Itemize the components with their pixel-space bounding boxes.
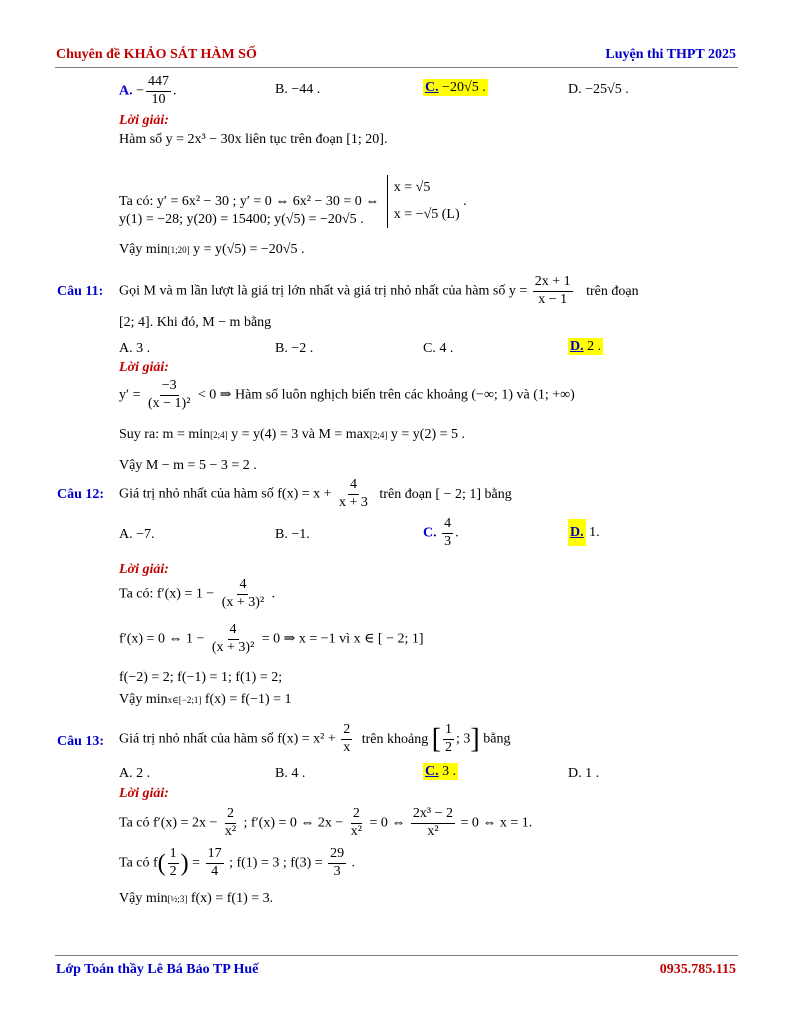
q11-option-b: B. −2 . bbox=[275, 341, 314, 356]
q13-line3: Vậy min[½;3] f(x) = f(1) = 3. bbox=[119, 891, 274, 906]
q12-label: Câu 12: bbox=[57, 487, 105, 502]
q11-solution-label: Lời giải: bbox=[119, 360, 169, 375]
q11-option-a: A. 3 . bbox=[119, 341, 151, 356]
q13-line1: Ta có f′(x) = 2x − $\frac{2}{\text{x²}}$ ; f′(x) = 0 ⇔ 2x − $\frac{2}{\text{x²}}$ = 0 ⇔ $\frac{\text{2x³ − 2}}{\text{x²}}$ = 0 ⇔ x = 1. bbox=[119, 806, 533, 839]
footer-phone: 0935.785.115 bbox=[659, 962, 736, 977]
q13-option-d: D. 1 . bbox=[568, 766, 600, 781]
q12-option-b: B. −1. bbox=[275, 527, 310, 542]
q13-option-b: B. 4 . bbox=[275, 766, 306, 781]
header-left-title: Chuyên đề KHẢO SÁT HÀM SỐ bbox=[56, 47, 257, 62]
q11-line2: Suy ra: m = min[2;4] y = y(4) = 3 và M = max[2;4] y = y(2) = 5 . bbox=[119, 427, 466, 442]
q13-label: Câu 13: bbox=[57, 734, 105, 749]
q12-solution-label: Lời giải: bbox=[119, 562, 169, 577]
q10-option-a: A. − $\frac{447}{10}$ . bbox=[119, 74, 177, 107]
footer-rule bbox=[55, 955, 738, 956]
q10-option-c: C. −20√5 . bbox=[425, 80, 486, 95]
q10-option-d: D. −25√5 . bbox=[568, 82, 629, 97]
q10-line3: y(1) = −28; y(20) = 15400; y(√5) = −20√5 . bbox=[119, 212, 364, 227]
q11-option-d: D. 2 . bbox=[570, 339, 602, 354]
q10-line4: Vậy min[1;20] y = y(√5) = −20√5 . bbox=[119, 242, 305, 257]
q11-stem-line1: Gọi M và m lần lượt là giá trị lớn nhất và giá trị nhỏ nhất của hàm số y = $\frac{2x + 1}{x - 1}$ trên đoạn bbox=[119, 274, 639, 307]
q11-line3: Vậy M − m = 5 − 3 = 2 . bbox=[119, 458, 257, 473]
header-rule bbox=[55, 67, 738, 68]
q12-line1: Ta có: f′(x) = 1 − $\frac{4}{\text{(x + 3)²}}$ . bbox=[119, 577, 276, 610]
q12-option-c: C. $\frac{4}{3}$ . bbox=[423, 516, 459, 549]
q10-line2: Ta có: y′ = 6x² − 30 ; y′ = 0 ⇔ 6x² − 30 = 0 ⇔ x = √5 x = −√5 (L) . bbox=[119, 175, 467, 228]
q10-option-b: B. −44 . bbox=[275, 82, 321, 97]
q13-option-a: A. 2 . bbox=[119, 766, 151, 781]
q13-solution-label: Lời giải: bbox=[119, 786, 169, 801]
q13-option-c: C. 3 . bbox=[425, 764, 457, 779]
q12-line2: f′(x) = 0 ⇔ 1 − $\frac{4}{\text{(x + 3)²}}$ = 0 ⇒ x = −1 vì x ∈ [ − 2; 1] bbox=[119, 622, 424, 655]
q12-line4: Vậy minx∈[−2;1] f(x) = f(−1) = 1 bbox=[119, 692, 292, 707]
q11-option-c: C. 4 . bbox=[423, 341, 454, 356]
q12-line3: f(−2) = 2; f(−1) = 1; f(1) = 2; bbox=[119, 670, 283, 685]
q12-stem: Giá trị nhỏ nhất của hàm số f(x) = x + $\frac{4}{x + 3}$ trên đoạn [ − 2; 1] bằng bbox=[119, 477, 512, 510]
q10-solution-label: Lời giải: bbox=[119, 113, 169, 128]
q10-line1: Hàm số y = 2x³ − 30x liên tục trên đoạn [1; 20]. bbox=[119, 132, 388, 147]
footer-left-text: Lớp Toán thầy Lê Bá Bảo TP Huế bbox=[56, 962, 259, 977]
header-right-title: Luyện thi THPT 2025 bbox=[605, 47, 736, 62]
q13-stem: Giá trị nhỏ nhất của hàm số f(x) = x² + $\frac{2}{x}$ trên khoảng [ $\frac{1}{2}$ ; 3] bằng bbox=[119, 722, 511, 755]
q11-label: Câu 11: bbox=[57, 284, 104, 299]
q11-stem-line2: [2; 4]. Khi đó, M − m bằng bbox=[119, 315, 272, 330]
q11-line1: y′ = $\frac{-3}{\text{(x − 1)²}}$ < 0 ⇒ Hàm số luôn nghịch biến trên các khoảng (−∞; 1) và (1; +∞) bbox=[119, 378, 575, 411]
q12-option-d: D. 1. bbox=[568, 525, 600, 541]
q13-line2: Ta có f( $\frac{1}{2}$ ) = $\frac{17}{4}$ ; f(1) = 3 ; f(3) = $\frac{29}{3}$ . bbox=[119, 846, 356, 879]
q12-option-a: A. −7. bbox=[119, 527, 155, 542]
